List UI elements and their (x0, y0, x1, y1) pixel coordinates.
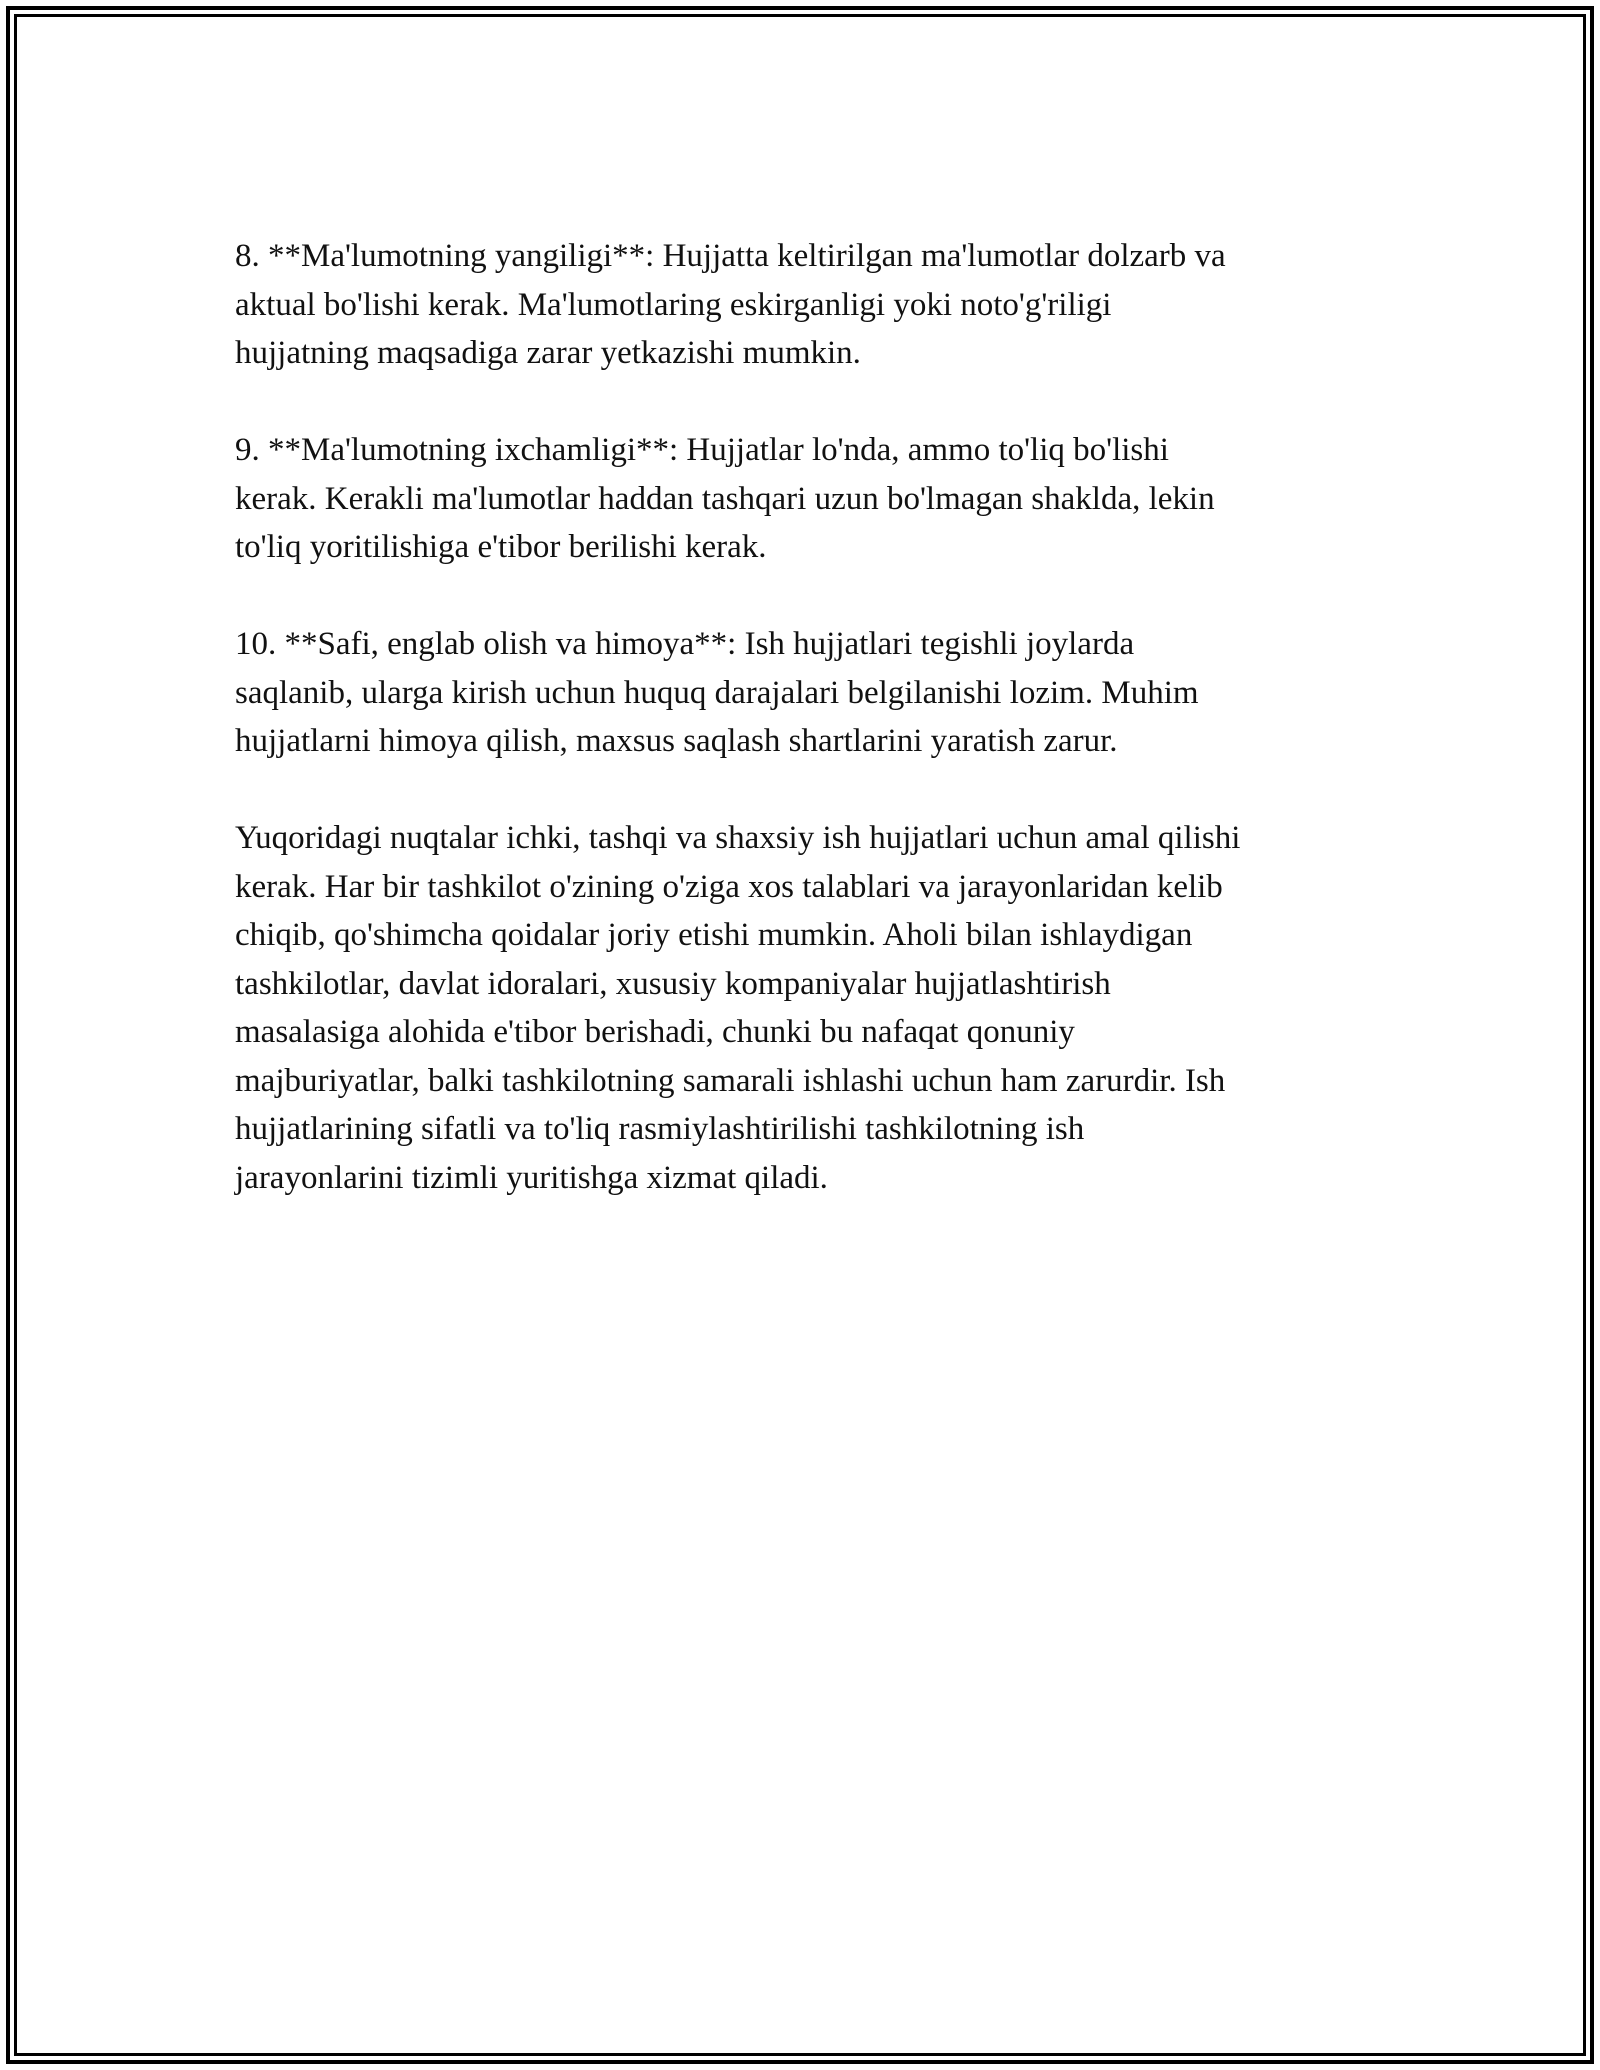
document-body (235, 232, 1375, 1251)
text-line: masalasiga alohida e'tibor berishadi, chunki bu nafaqat qonuniy (235, 1014, 1075, 1050)
paragraph-item-8 (235, 232, 1375, 378)
paragraph-item-9 (235, 426, 1375, 572)
paragraph-item-10 (235, 620, 1375, 766)
text-line: aktual bo'lishi kerak. Ma'lumotlaring eskirganligi yoki noto'g'riligi (235, 286, 1112, 323)
text-line: 10. **Safi, englab olish va himoya**: Ish hujjatlari tegishli joylarda (235, 626, 1135, 662)
paragraph-conclusion (235, 814, 1375, 1202)
text-line: 9. **Ma'lumotning ixchamligi**: Hujjatlar lo'nda, ammo to'liq bo'lishi (235, 432, 1169, 468)
text-line: majburiyatlar, balki tashkilotning samarali ishlashi uchun ham zarurdir. Ish (235, 1062, 1226, 1099)
text-line: to'liq yoritilishiga e'tibor berilishi kerak. (235, 529, 767, 565)
text-line: jarayonlarini tizimli yuritishga xizmat qiladi. (235, 1159, 828, 1196)
text-line: hujjatning maqsadiga zarar yetkazishi mumkin. (235, 335, 861, 371)
text-line: kerak. Kerakli ma'lumotlar haddan tashqari uzun bo'lmagan shaklda, lekin (235, 480, 1215, 517)
text-line: kerak. Har bir tashkilot o'zining o'ziga xos talablari va jarayonlaridan kelib (235, 868, 1223, 905)
text-line: 8. **Ma'lumotning yangiligi**: Hujjatta keltirilgan ma'lumotlar dolzarb va (235, 238, 1226, 274)
text-line: chiqib, qo'shimcha qoidalar joriy etishi mumkin. Aholi bilan ishlaydigan (235, 917, 1193, 953)
text-line: Yuqoridagi nuqtalar ichki, tashqi va shaxsiy ish hujjatlari uchun amal qilishi (235, 820, 1241, 856)
text-line: hujjatlarni himoya qilish, maxsus saqlash shartlarini yaratish zarur. (235, 723, 1118, 759)
text-line: tashkilotlar, davlat idoralari, xususiy kompaniyalar hujjatlashtirish (235, 965, 1111, 1002)
text-line: saqlanib, ularga kirish uchun huquq darajalari belgilanishi lozim. Muhim (235, 674, 1199, 711)
text-line: hujjatlarining sifatli va to'liq rasmiylashtirilishi tashkilotning ish (235, 1111, 1085, 1147)
